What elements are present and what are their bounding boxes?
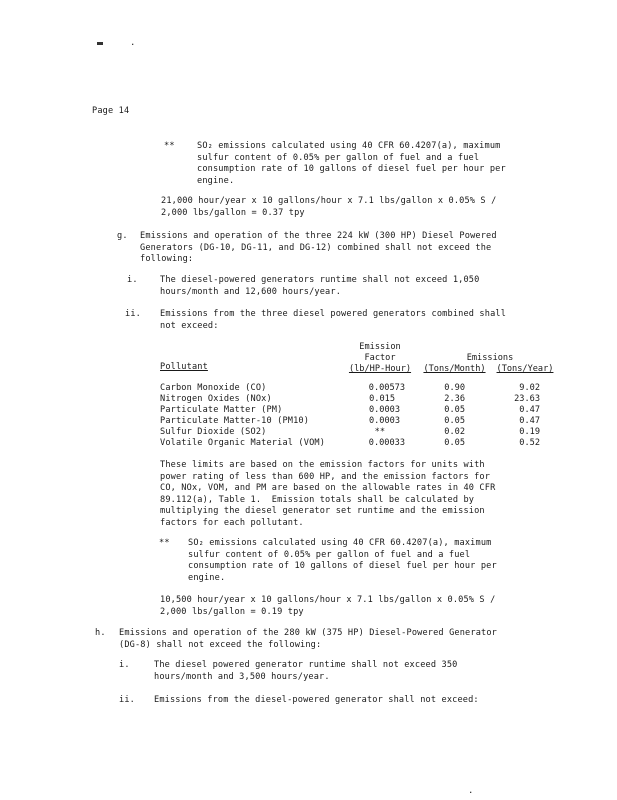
year-cell: 0.52 <box>519 438 540 448</box>
footnote-marker: ** <box>159 538 170 548</box>
item-h-i-marker: i. <box>119 660 130 670</box>
year-cell: 0.47 <box>519 416 540 426</box>
item-h-text: Emissions and operation of the 280 kW (375 HP) Diesel-Powered Generator (DG-8) shall not exceed the following: <box>119 628 497 650</box>
col-factor-mid: Factor <box>364 353 396 363</box>
so2-calculation: 10,500 hour/year x 10 gallons/hour x 7.1 lbs/gallon x 0.05% S / 2,000 lbs/gallon = 0.19 tpy <box>160 595 496 617</box>
scan-dot: . <box>468 786 474 796</box>
footnote-marker: ** <box>164 141 175 151</box>
month-cell: 2.36 <box>444 394 465 404</box>
col-year-unit: (Tons/Year) <box>496 364 554 374</box>
factor-cell: 0.0003 <box>368 416 400 426</box>
scan-speck <box>97 42 103 45</box>
item-h-ii-marker: ii. <box>119 695 135 705</box>
year-cell: 0.19 <box>519 427 540 437</box>
item-h-i-text: The diesel powered generator runtime shall not exceed 350 hours/month and 3,500 hours/year. <box>154 660 458 682</box>
item-g-marker: g. <box>117 231 128 241</box>
pollutant-cell: Particulate Matter-10 (PM10) <box>160 416 310 426</box>
limits-paragraph: These limits are based on the emission factors for units with power rating of less than 600 HP, and the emission factors for CO, NOx, VOM, and PM are based on the allowable rates in 40 CFR 89.112(a), Table 1. Emission totals shall be calculated by multiplying the diesel generator set runtime and the emission factors for each pollutant. <box>160 460 496 528</box>
item-h-ii-text: Emissions from the diesel-powered generator shall not exceed: <box>154 695 479 705</box>
pollutant-cell: Sulfur Dioxide (SO2) <box>160 427 267 437</box>
year-cell: 9.02 <box>519 383 540 393</box>
col-month-unit: (Tons/Month) <box>423 364 486 374</box>
item-g-ii-text: Emissions from the three diesel powered generators combined shall not exceed: <box>160 309 507 331</box>
month-cell: 0.05 <box>444 405 465 415</box>
item-g-i-marker: i. <box>127 275 138 285</box>
month-cell: 0.05 <box>444 438 465 448</box>
item-g-ii-marker: ii. <box>125 309 141 319</box>
pollutant-cell: Volatile Organic Material (VOM) <box>160 438 326 448</box>
page-number: Page 14 <box>92 106 130 116</box>
scan-dot: . <box>130 38 136 48</box>
so2-note: SO₂ emissions calculated using 40 CFR 60.4207(a), maximum sulfur content of 0.05% per gallon of fuel and a fuel consumption rate of 10 gallons of diesel fuel per hour per engine. <box>197 141 506 186</box>
pollutant-cell: Particulate Matter (PM) <box>160 405 283 415</box>
factor-cell: 0.015 <box>369 394 395 404</box>
pollutant-cell: Nitrogen Oxides (NOx) <box>160 394 272 404</box>
year-cell: 0.47 <box>519 405 540 415</box>
item-h-marker: h. <box>95 628 106 638</box>
so2-note: SO₂ emissions calculated using 40 CFR 60.4207(a), maximum sulfur content of 0.05% per gallon of fuel and a fuel consumption rate of 10 gallons of diesel fuel per hour per engine. <box>188 538 497 583</box>
item-g-i-text: The diesel-powered generators runtime shall not exceed 1,050 hours/month and 12,600 hours/year. <box>160 275 480 297</box>
col-pollutant: Pollutant <box>160 362 208 372</box>
col-emissions: Emissions <box>466 353 514 363</box>
pollutant-cell: Carbon Monoxide (CO) <box>160 383 267 393</box>
month-cell: 0.02 <box>444 427 465 437</box>
item-g-text: Emissions and operation of the three 224 kW (300 HP) Diesel Powered Generators (DG-10, DG-11, and DG-12) combined shall not exceed the following: <box>140 231 497 264</box>
factor-cell: 0.00573 <box>368 383 405 393</box>
col-factor-top: Emission <box>359 342 401 352</box>
factor-cell: ** <box>374 427 385 437</box>
month-cell: 0.90 <box>444 383 465 393</box>
col-factor-unit: (lb/HP-Hour) <box>348 364 412 374</box>
so2-calculation: 21,000 hour/year x 10 gallons/hour x 7.1 lbs/gallon x 0.05% S / 2,000 lbs/gallon = 0.37 tpy <box>161 196 497 218</box>
month-cell: 0.05 <box>444 416 465 426</box>
factor-cell: 0.00033 <box>368 438 405 448</box>
year-cell: 23.63 <box>514 394 540 404</box>
factor-cell: 0.0003 <box>368 405 400 415</box>
